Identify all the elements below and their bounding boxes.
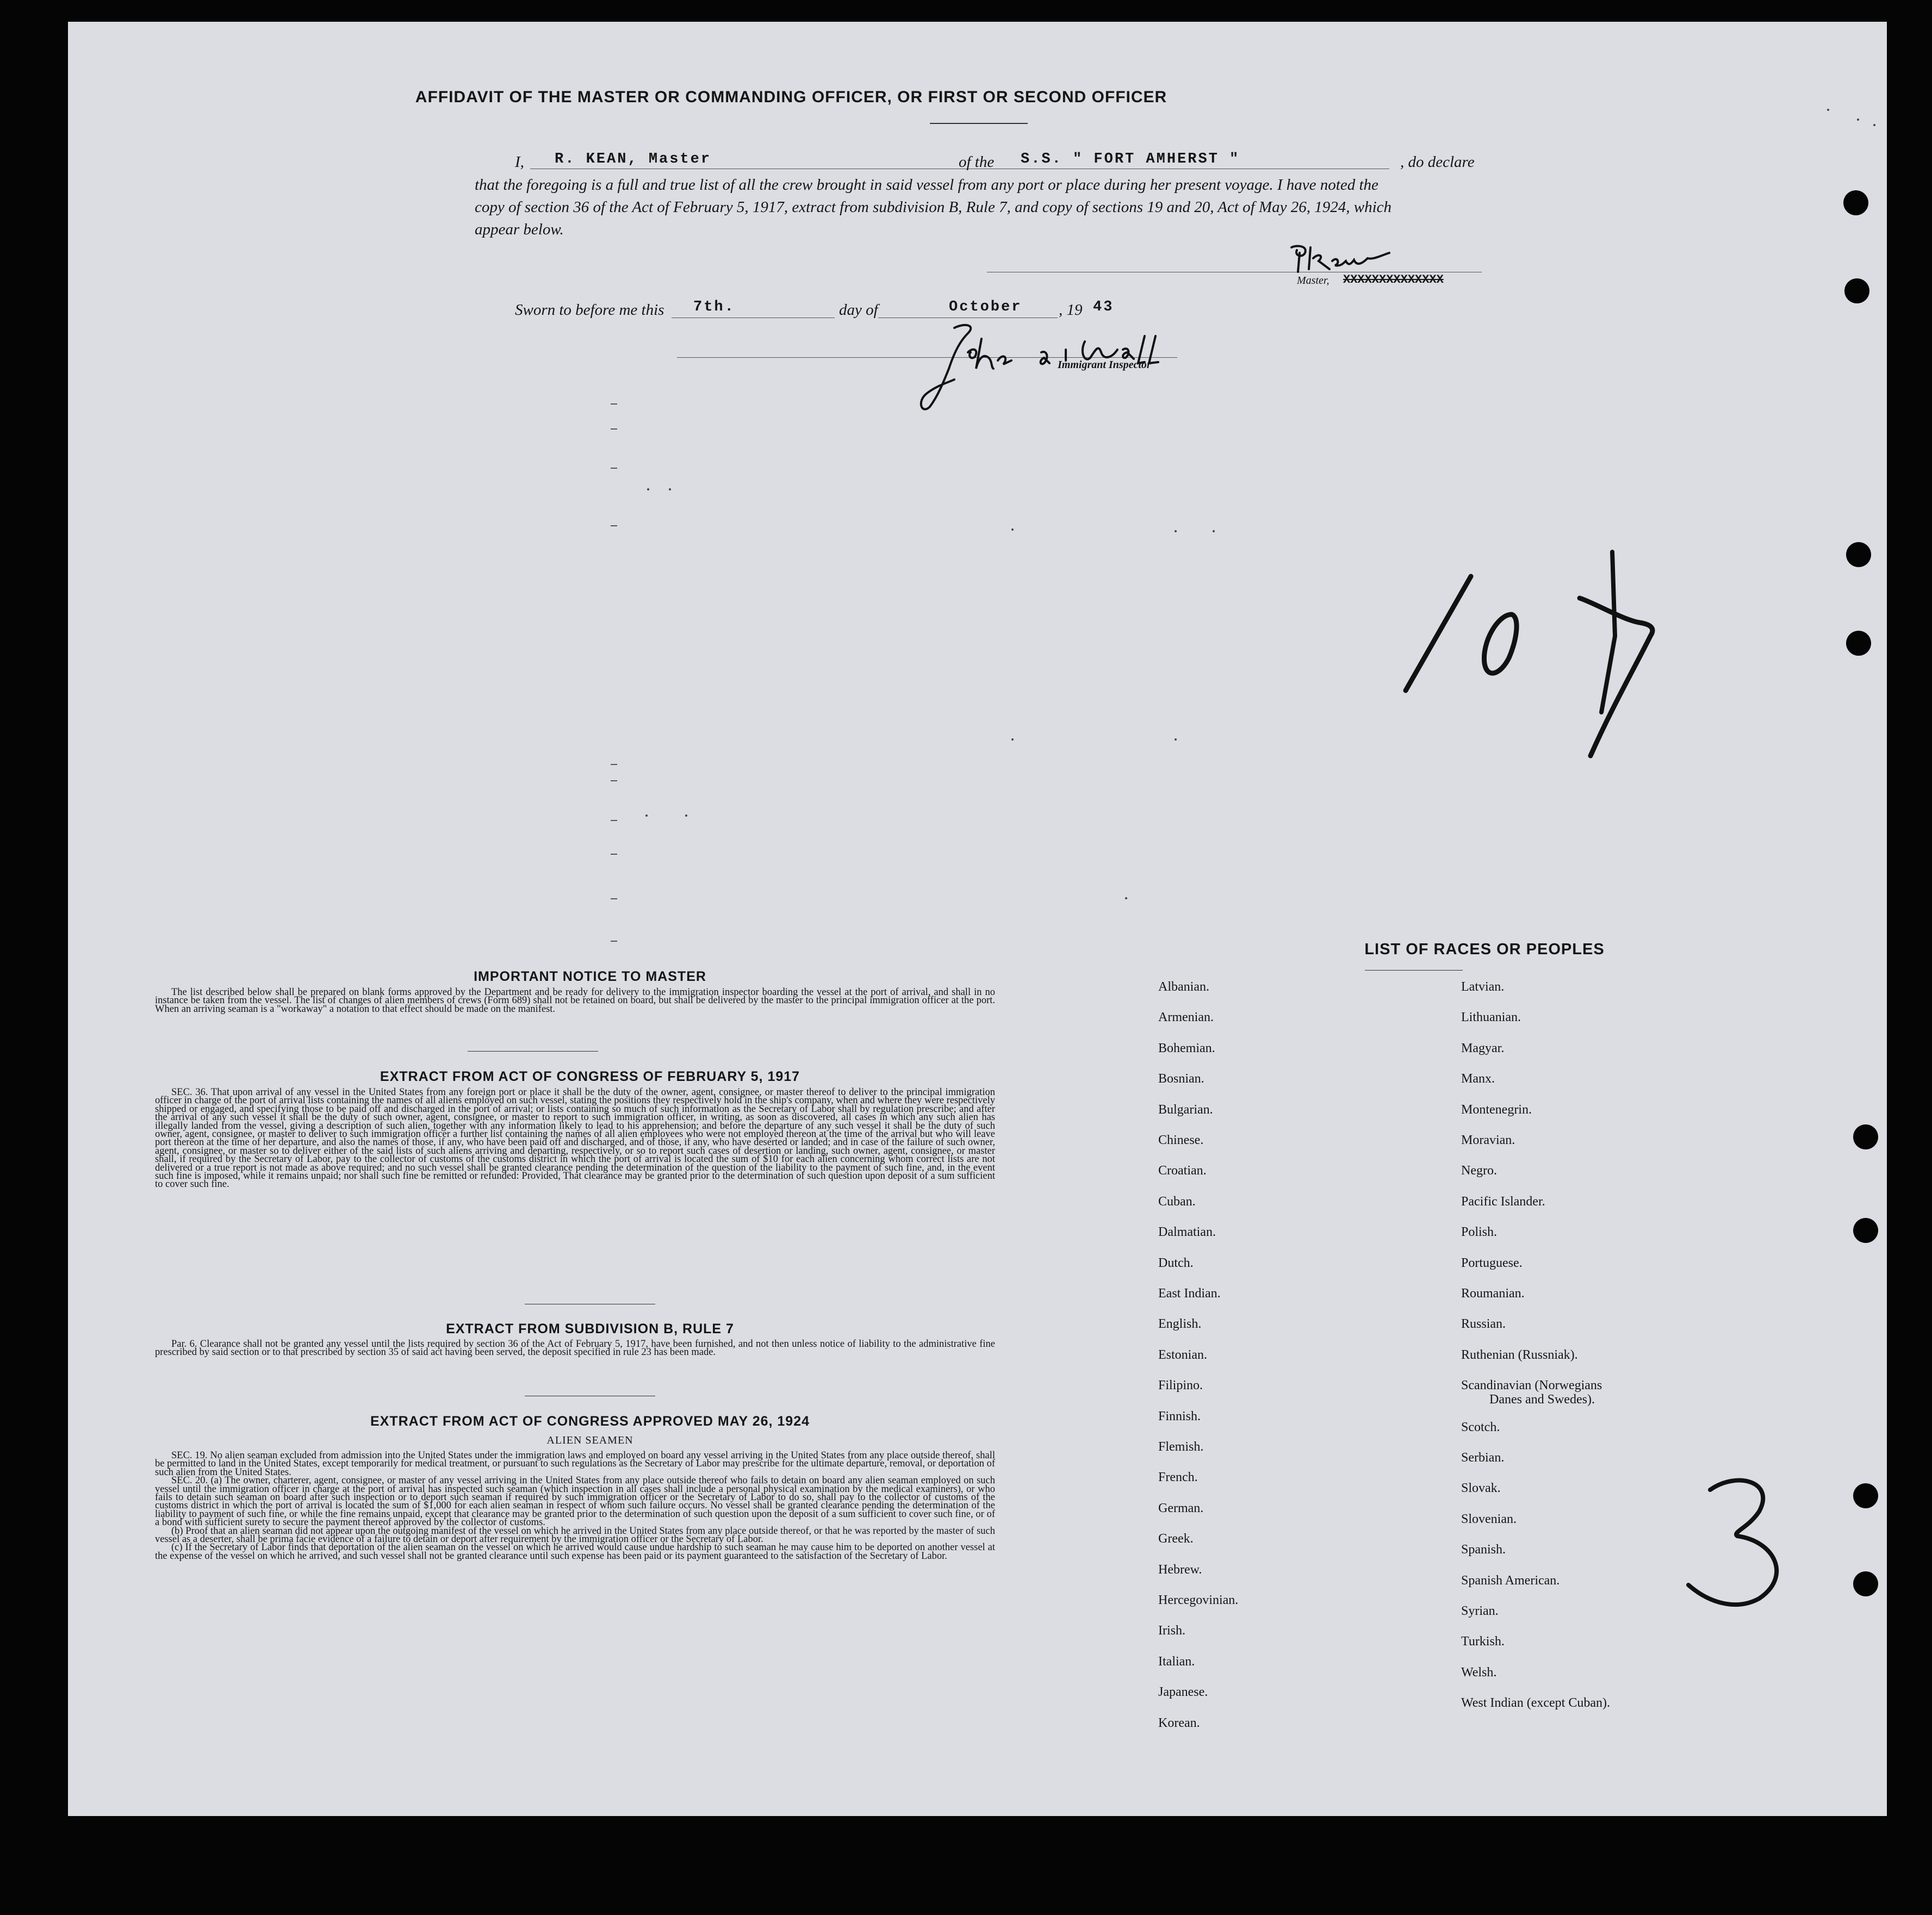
race-entry: Spanish. — [1461, 1543, 1506, 1557]
race-entry: French. — [1158, 1470, 1198, 1485]
race-entry: Negro. — [1461, 1164, 1497, 1178]
speck — [1011, 738, 1014, 741]
race-entry: Armenian. — [1158, 1010, 1214, 1025]
margin-mark — [611, 898, 617, 899]
race-entry: Hebrew. — [1158, 1562, 1202, 1577]
race-entry: Montenegrin. — [1461, 1102, 1532, 1117]
speck — [1857, 119, 1859, 121]
section-20a-paragraph: SEC. 20. (a) The owner, charterer, agent, consignee, or master of any vessel arriving in the United States from any place outside thereof who fails to detain on board any alien seaman employed on such vessel until the immigration officer in charge at the port of arrival has inspected such seaman (which inspection in all cases shall include a personal physical examination by the medical examiners), or who fails to detain such seaman on board after such inspection or to deport such seaman if required by such immigration officer or the Secretary of Labor to do so, shall pay to the collector of customs of the customs district in which the port of arrival is located the sum of $1,000 for each alien seaman in respect of whom such failure occurs. No vessel shall be granted clearance pending the determination of the liability to payment of such fine, or while the fine remains unpaid, except that clearance may be granted prior to the determination of such question upon the deposit of a sum sufficient to cover such fine, or of a bond with sufficient surety to secure the payment thereof approved by the collector of customs. — [155, 1475, 995, 1528]
speck — [1125, 897, 1127, 899]
speck — [647, 488, 649, 490]
affidavit-title: AFFIDAVIT OF THE MASTER OR COMMANDING OFFICER, OR FIRST OR SECOND OFFICER — [415, 88, 1167, 106]
races-title: LIST OF RACES OR PEOPLES — [1364, 941, 1605, 958]
extract-rule7-title: EXTRACT FROM SUBDIVISION B, RULE 7 — [446, 1321, 734, 1336]
race-entry: Danes and Swedes). — [1489, 1392, 1595, 1407]
sworn-month-field: October — [949, 299, 1022, 315]
race-entry: Turkish. — [1461, 1634, 1505, 1649]
speck — [1175, 530, 1177, 532]
margin-mark — [611, 780, 617, 781]
speck — [1011, 529, 1014, 531]
extract-1924-subtitle: ALIEN SEAMEN — [546, 1434, 633, 1446]
race-entry: Spanish American. — [1461, 1573, 1560, 1588]
race-entry: Italian. — [1158, 1654, 1195, 1669]
extract-1917-text — [155, 1089, 995, 1189]
race-entry: Ruthenian (Russniak). — [1461, 1347, 1578, 1362]
speck — [1175, 738, 1177, 741]
races-divider — [1365, 970, 1463, 971]
section-20b-paragraph: (b) Proof that an alien seaman did not appear upon the outgoing manifest of the vessel on which he arrived in the United States from any place outside thereof, or that he was reported by the master of such vessel as a deserter, shall be prima facie evidence of a failure to detain or deport after requirement by the immigration officer or the Secretary of Labor. — [155, 1525, 995, 1545]
race-entry: Finnish. — [1158, 1409, 1201, 1423]
punch-hole — [1846, 631, 1871, 656]
race-entry: Korean. — [1158, 1715, 1200, 1730]
punch-hole — [1844, 278, 1869, 303]
extract-1917-title: EXTRACT FROM ACT OF CONGRESS OF FEBRUARY 5, 1917 — [380, 1069, 800, 1084]
declaration-line-2: that the foregoing is a full and true list of all the crew brought in said vessel from any port or place during her present voyage. I have noted the — [475, 176, 1378, 194]
punch-hole — [1853, 1124, 1878, 1149]
margin-mark — [611, 525, 617, 526]
margin-mark — [611, 764, 617, 765]
race-entry: Hercegovinian. — [1158, 1593, 1239, 1607]
margin-mark — [611, 941, 617, 942]
race-entry: Bulgarian. — [1158, 1102, 1213, 1117]
speck — [1827, 109, 1829, 111]
punch-hole — [1846, 542, 1871, 567]
race-entry: East Indian. — [1158, 1286, 1221, 1301]
master-title-label: Master, — [1297, 275, 1330, 287]
extract-rule7-text — [155, 1340, 995, 1357]
year-prefix: , 19 — [1059, 301, 1083, 319]
race-entry: Albanian. — [1158, 980, 1209, 994]
race-entry: West Indian (except Cuban). — [1461, 1696, 1610, 1711]
handwritten-annotation-3 — [1667, 1468, 1808, 1615]
speck — [1873, 124, 1875, 126]
notice-text — [155, 988, 995, 1014]
margin-mark — [611, 820, 617, 821]
race-entry: Lithuanian. — [1461, 1010, 1521, 1025]
notice-divider — [468, 1051, 598, 1052]
race-entry: Polish. — [1461, 1225, 1498, 1240]
race-entry: Chinese. — [1158, 1133, 1204, 1147]
race-entry: Filipino. — [1158, 1378, 1203, 1393]
margin-mark — [611, 468, 617, 469]
i-label: I, — [515, 153, 524, 171]
speck — [1213, 530, 1215, 532]
race-entry: Bosnian. — [1158, 1072, 1204, 1086]
punch-hole — [1843, 190, 1868, 215]
master-name-field: R. KEAN, Master — [555, 151, 712, 167]
race-entry: Estonian. — [1158, 1347, 1207, 1362]
race-entry: Dalmatian. — [1158, 1225, 1216, 1240]
race-entry: Manx. — [1461, 1072, 1495, 1086]
race-entry: Dutch. — [1158, 1255, 1194, 1270]
race-entry: Scandinavian (Norwegians — [1461, 1378, 1602, 1393]
section-20c-paragraph: (c) If the Secretary of Labor finds that deportation of the alien seaman on the vessel on which he arrived would cause undue hardship to such seaman he may cause him to be deported on another vessel at the expense of the vessel on which he arrived, and such vessel shall not be granted clearance until such expense has been paid or its payment guaranteed to the satisfaction of the Secretary of Labor. — [155, 1542, 995, 1562]
handwritten-annotation-10-7 — [1395, 527, 1678, 799]
race-entry: Latvian. — [1461, 980, 1505, 994]
do-declare-label: , do declare — [1400, 153, 1475, 171]
race-entry: Magyar. — [1461, 1041, 1505, 1055]
race-entry: Slovenian. — [1461, 1512, 1517, 1526]
speck — [645, 815, 648, 817]
punch-hole — [1853, 1483, 1878, 1508]
race-entry: Irish. — [1158, 1624, 1185, 1638]
race-entry: Croatian. — [1158, 1164, 1207, 1178]
race-entry: Pacific Islander. — [1461, 1194, 1545, 1209]
speck — [669, 488, 671, 490]
race-entry: Cuban. — [1158, 1194, 1196, 1209]
race-entry: Flemish. — [1158, 1440, 1204, 1454]
year-suffix: 43 — [1093, 299, 1114, 315]
punch-hole — [1853, 1571, 1878, 1596]
title-divider — [930, 123, 1028, 124]
notice-paragraph: The list described below shall be prepared on blank forms approved by the Department and be ready for delivery to the immigration inspector boarding the vessel at the port of arrival, and shall in no instance be taken from the vessel. The list of changes of alien members of crews (Form 689) shall not be retained on board, but shall be delivered by the master to the principal immigration officer at the port. When an arriving seaman is a "workaway" a notation to that effect should be made on the manifest. — [155, 987, 995, 1015]
margin-mark — [611, 854, 617, 855]
margin-mark — [611, 428, 617, 430]
race-entry: Syrian. — [1461, 1604, 1499, 1618]
vessel-name-field: S.S. " FORT AMHERST " — [1021, 151, 1240, 167]
race-entry: Slovak. — [1461, 1481, 1501, 1496]
notice-title: IMPORTANT NOTICE TO MASTER — [474, 969, 706, 984]
race-entry: Greek. — [1158, 1532, 1194, 1546]
inspector-label: Immigrant Inspector — [1058, 359, 1151, 371]
race-entry: Bohemian. — [1158, 1041, 1215, 1055]
section-19-paragraph: SEC. 19. No alien seaman excluded from admission into the United States under the immigration laws and employed on board any vessel arriving in the United States from any place outside thereof, shall be permitted to land in the United States, except temporarily for medical treatment, or pursuant to such regulations as the Secretary of Labor may prescribe for the ultimate departure, removal, or deportation of such alien from the United States. — [155, 1450, 995, 1478]
extract-1924-title: EXTRACT FROM ACT OF CONGRESS APPROVED MAY 26, 1924 — [370, 1414, 810, 1429]
master-title-struck: XXXXXXXXXXXXXX — [1343, 273, 1444, 287]
race-entry: English. — [1158, 1317, 1202, 1332]
race-entry: Russian. — [1461, 1317, 1506, 1332]
margin-mark — [611, 403, 617, 405]
declaration-line-3: copy of section 36 of the Act of February 5, 1917, extract from subdivision B, Rule 7, and copy of sections 19 and 20, Act of May 26, 1924, which — [475, 198, 1392, 216]
race-entry: Moravian. — [1461, 1133, 1515, 1147]
document-page — [68, 22, 1887, 1816]
sworn-label: Sworn to before me this — [515, 301, 664, 319]
race-entry: Portuguese. — [1461, 1255, 1523, 1270]
section-36-paragraph: SEC. 36. That upon arrival of any vessel in the United States from any foreign port or place it shall be the duty of the owner, agent, consignee, or master thereof to deliver to the principal immigration officer in charge of the port of arrival lists containing the names of all aliens employed on such vessel, stating the positions they respectively hold in the ship's company, when and where they were respectively shipped or engaged, and specifying those to be paid off and discharged in the port of arrival; or lists containing so much of such information as the Secretary of Labor shall by regulation prescribe; and after the arrival of any such vessel it shall be the duty of such owner, agent, consignee, or master to report to such immigration officer, in writing, as soon as discovered, all cases in which any such alien has illegally landed from the vessel, giving a description of such alien, together with any information likely to lead to his apprehension; and before the departure of any such vessel it shall be the duty of such owner, agent, consignee, or master to deliver to such immigration officer a further list containing the names of all alien employees who were not employed thereon at the time of the arrival but who will leave port thereon at the time of her departure, and also the names of those, if any, who have been paid off and discharged, and of those, if any, who have deserted or landed; and in case of the failure of such owner, agent, consignee, or master so to deliver either of the said lists of such aliens arriving and departing, respectively, or so to report such cases of desertion or landing, such owner, agent, consignee, or master shall, if required by the Secretary of Labor, pay to the collector of customs of the customs district in which the port of arrival is located the sum of $10 for each alien concerning whom correct lists are not delivered or a true report is not made as above required; and no such vessel shall be granted clearance pending the determination of the question of the liability to the payment of such fine, and, in the event such fine is imposed, while it remains unpaid; nor shall such fine be remitted or refunded: Provided, That clearance may be granted prior to the determination of such question upon deposit of a sum sufficient to cover such fine. — [155, 1087, 995, 1190]
punch-hole — [1853, 1218, 1878, 1243]
rule7-paragraph: Par. 6. Clearance shall not be granted any vessel until the lists required by section 36 of the Act of February 5, 1917, have been furnished, and not then unless notice of liability to the administrative fine prescribed by said section or to that prescribed by section 35 of said act having been served, the deposit specified in rule 23 has been made. — [155, 1339, 995, 1358]
day-of-label: day of — [839, 301, 878, 319]
master-signature — [1281, 239, 1417, 277]
extract-1924-text — [155, 1452, 995, 1560]
race-entry: German. — [1158, 1501, 1204, 1515]
race-entry: Japanese. — [1158, 1685, 1208, 1700]
race-entry: Scotch. — [1461, 1420, 1500, 1434]
race-entry: Roumanian. — [1461, 1286, 1525, 1301]
sworn-day-field: 7th. — [693, 299, 735, 315]
race-entry: Serbian. — [1461, 1451, 1505, 1465]
speck — [685, 815, 687, 817]
race-entry: Welsh. — [1461, 1665, 1497, 1680]
of-the-label: of the — [959, 153, 995, 171]
declaration-line-4: appear below. — [475, 221, 564, 238]
